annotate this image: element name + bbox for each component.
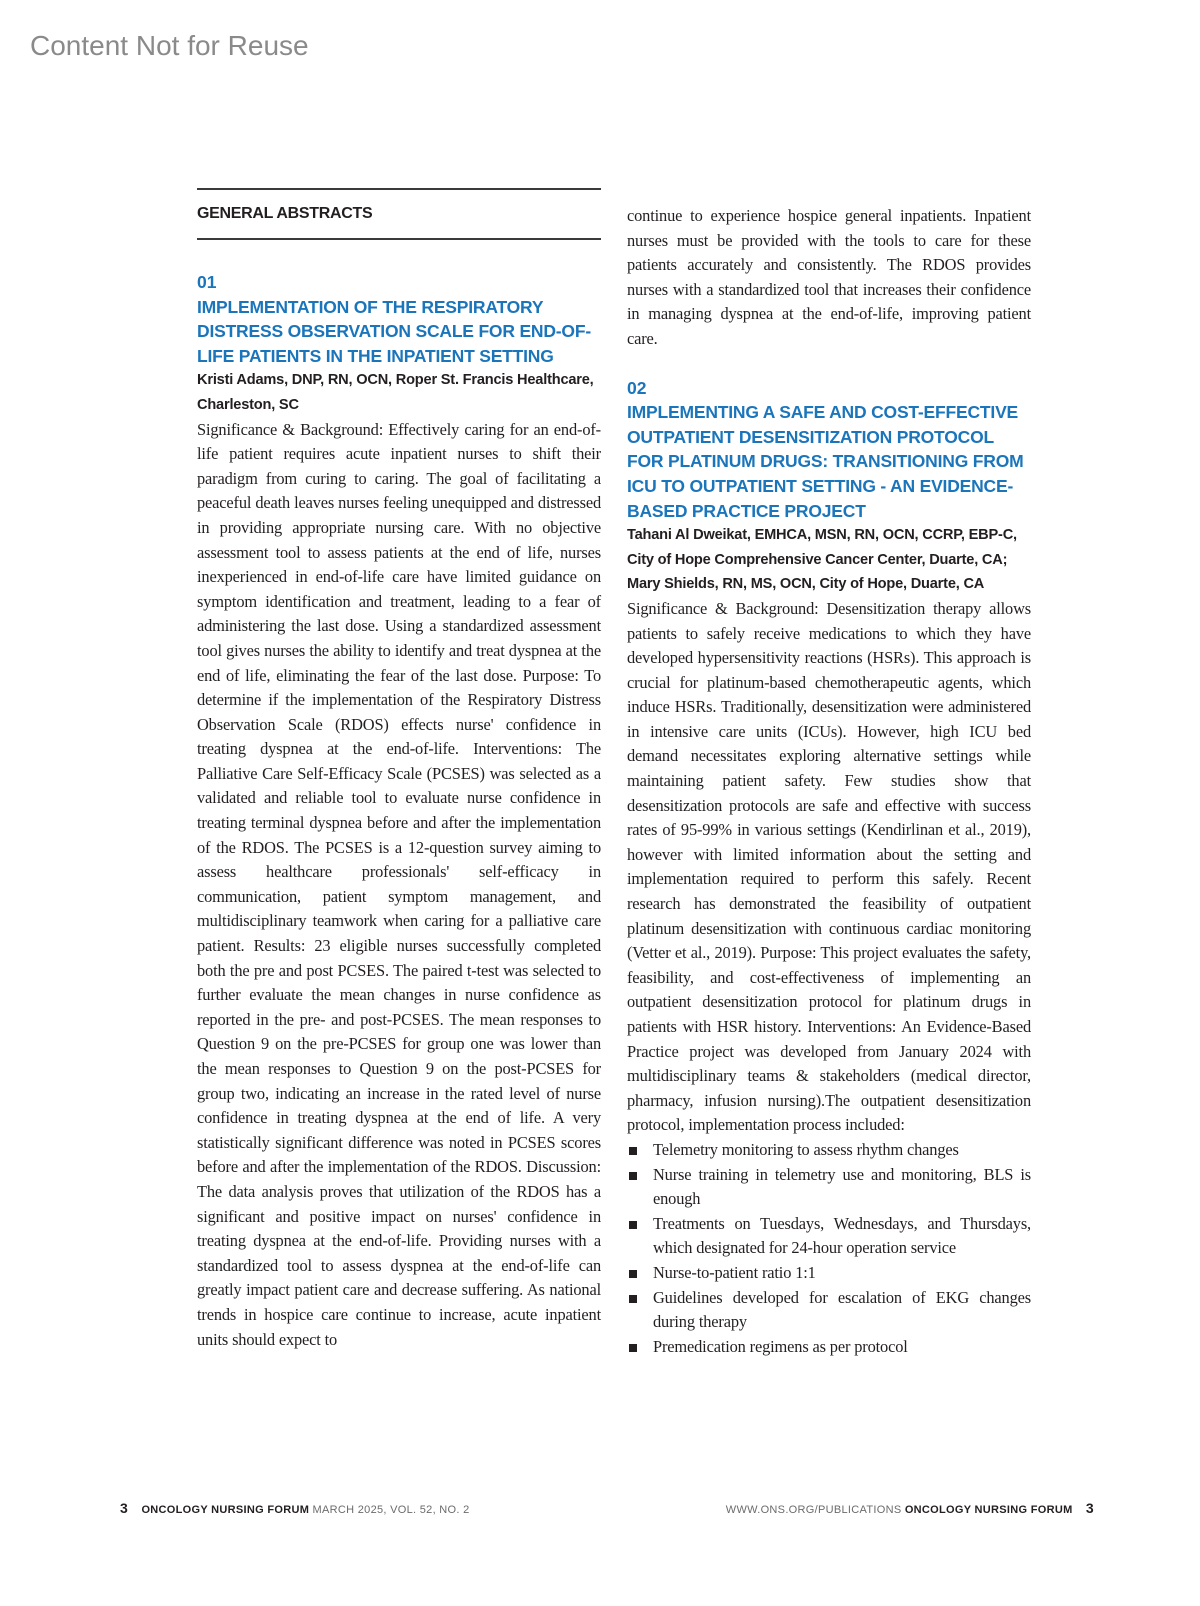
abstract-authors: Kristi Adams, DNP, RN, OCN, Roper St. Francis Healthcare, Charleston, SC — [197, 372, 594, 413]
left-column — [197, 188, 601, 1352]
bullet-square-icon — [629, 1172, 637, 1180]
journal-name: ONCOLOGY NURSING FORUM — [904, 1504, 1073, 1516]
section-rule — [197, 238, 601, 240]
bullet-square-icon — [629, 1295, 637, 1303]
bullet-square-icon — [629, 1221, 637, 1229]
list-item: Nurse training in telemetry use and monitoring, BLS is enough — [627, 1163, 1031, 1212]
section-label: GENERAL ABSTRACTS — [197, 205, 373, 222]
abstract-title: IMPLEMENTING A SAFE AND COST-EFFECTIVE OUTPATIENT DESENSITIZATION PROTOCOL FOR PLATINUM DRUGS: TRANSITIONING FROM ICU TO OUTPATIENT SETTING - AN EVIDENCE-BASED PRACTICE PROJECT — [627, 402, 1024, 521]
right-column — [627, 204, 1031, 1359]
bullet-square-icon — [629, 1147, 637, 1155]
list-item: Telemetry monitoring to assess rhythm changes — [627, 1138, 1031, 1163]
list-item: Nurse-to-patient ratio 1:1 — [627, 1261, 1031, 1286]
journal-name: ONCOLOGY NURSING FORUM — [141, 1504, 310, 1516]
page-number: 3 — [120, 1500, 129, 1516]
abstract-number: 02 — [627, 377, 647, 398]
bullet-square-icon — [629, 1344, 637, 1352]
abstract-authors: Tahani Al Dweikat, EMHCA, MSN, RN, OCN, CCRP, EBP-C, City of Hope Comprehensive Cancer Center, Duarte, CA; Mary Shields, RN, MS, OCN, City of Hope, Duarte, CA — [627, 527, 1017, 593]
page-number: 3 — [1085, 1500, 1094, 1516]
footer-left — [110, 1500, 470, 1516]
list-item: Treatments on Tuesdays, Wednesdays, and Thursdays, which designated for 24-hour operation service — [627, 1212, 1031, 1261]
abstract-body: Significance & Background: Effectively caring for an end-of-life patient requires acute inpatient nurses to shift their paradigm from curing to caring. The goal of facilitating a peaceful death leaves nurses feeling unequipped and distressed in providing appropriate nursing care. With no objective assessment tool to assess patients at the end of life, nurses inexperienced in end-of-life care have limited guidance on symptom identification and treatment, leading to a fear of administering the last dose. Using a standardized assessment tool gives nurses the ability to identify and treat dyspnea at the end of life, eliminating the fear of the last dose. Purpose: To determine if the implementation of the Respiratory Distress Observation Scale (RDOS) effects nurse' confidence in treating dyspnea at the end-of-life. Interventions: The Palliative Care Self-Efficacy Scale (PCSES) was selected as a validated and reliable tool to evaluate nurse confidence in treating terminal dyspnea before and after the implementation of the RDOS. The PCSES is a 12-question survey aiming to assess healthcare professionals' self-efficacy in communication, patient symptom management, and multidisciplinary teamwork when caring for a palliative care patient. Results: 23 eligible nurses successfully completed both the pre and post PCSES. The paired t-test was selected to further evaluate the mean changes in nurse confidence as reported in the pre- and post-PCSES. The mean responses to Question 9 on the pre-PCSES for group one was lower than the mean responses to Question 9 on the post-PCSES for group two, indicating an increase in the rated level of nurse confidence in treating dyspnea at the end of life. A very statistically significant difference was noted in PCSES scores before and after the implementation of the RDOS. Discussion: The data analysis proves that utilization of the RDOS has a significant and positive impact on nurses' confidence in treating dyspnea at the end-of-life. Providing nurses with a standardized tool to assess dyspnea at the end-of-life can greatly impact patient care and decrease suffering. As national trends in hospice care continue to increase, acute inpatient units should expect to — [197, 419, 601, 1349]
website: WWW.ONS.ORG/PUBLICATIONS — [725, 1504, 902, 1516]
abstract-number: 01 — [197, 272, 217, 292]
abstract-02 — [627, 376, 1031, 1360]
abstract-body: Significance & Background: Desensitization therapy allows patients to safely receive medications to which they have developed hypersensitivity reactions (HSRs). This approach is crucial for platinum-based chemotherapeutic agents, which induce HSRs. Traditionally, desensitization were administered in intensive care units (ICUs). However, high ICU bed demand necessitates exploring alternative settings while maintaining patient safety. Few studies show that desensitization protocols are safe and effective with success rates of 95-99% in various settings (Kendirlinan et al., 2019), however with limited information about the setting and implementation required to perform this safely. Recent research has demonstrated the feasibility of outpatient platinum desensitization with continuous cardiac monitoring (Vetter et al., 2019). Purpose: This project evaluates the safety, feasibility, and cost-effectiveness of implementing an outpatient desensitization protocol for platinum drugs in patients with HSR history. Interventions: An Evidence-Based Practice project was developed from January 2024 with multidisciplinary teams & stakeholders (medical director, pharmacy, infusion nursing).The outpatient desensitization protocol, implementation process included: — [627, 598, 1031, 1135]
watermark: Content Not for Reuse — [30, 30, 309, 61]
list-item: Guidelines developed for escalation of EKG changes during therapy — [627, 1286, 1031, 1335]
abstract-01 — [197, 270, 601, 1352]
bullet-list — [627, 1138, 1031, 1359]
issue-info: MARCH 2025, VOL. 52, NO. 2 — [312, 1504, 470, 1516]
bullet-square-icon — [629, 1270, 637, 1278]
list-item: Premedication regimens as per protocol — [627, 1335, 1031, 1360]
footer-right — [726, 1500, 1104, 1516]
abstract-title: IMPLEMENTATION OF THE RESPIRATORY DISTRESS OBSERVATION SCALE FOR END-OF-LIFE PATIENTS IN THE INPATIENT SETTING — [197, 296, 591, 366]
abstract-body-continued: continue to experience hospice general inpatients. Inpatient nurses must be provided with the tools to care for these patients accurately and consistently. The RDOS provides nurses with a standardized tool that increases their confidence in managing dyspnea at the end-of-life, improving patient care. — [627, 206, 1031, 348]
